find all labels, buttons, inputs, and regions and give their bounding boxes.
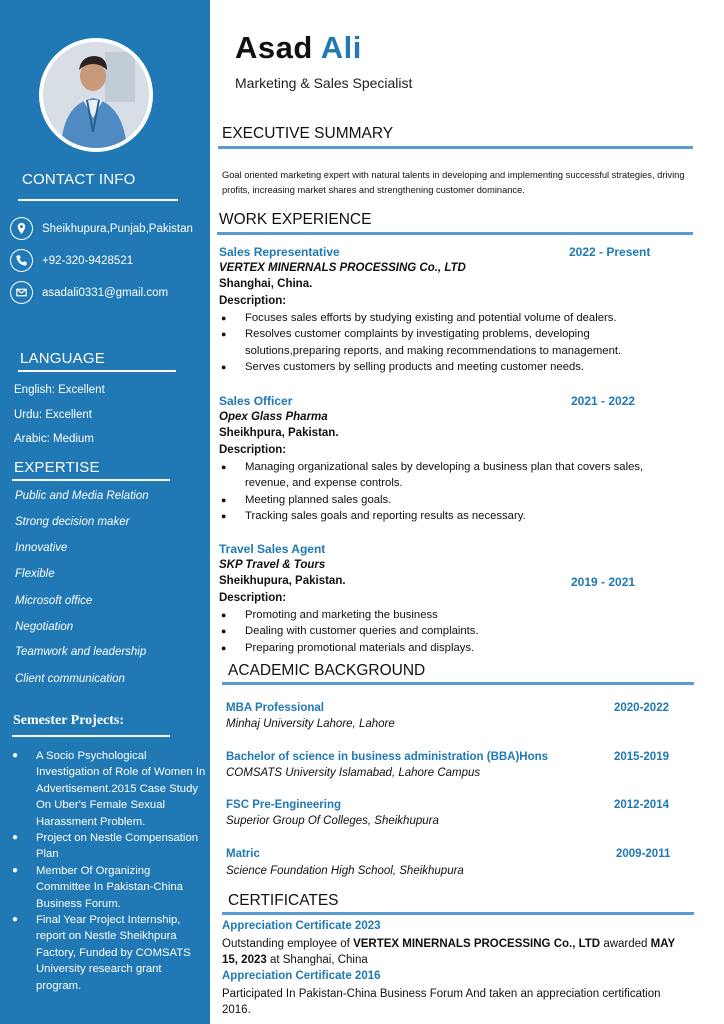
language-item: English: Excellent (14, 384, 105, 396)
experience-divider (217, 232, 693, 235)
project-item: ● A Socio Psychological Investigation of Role of Women In Advertisement.2015 Case Study On Uber's Female Sexual Harassment Problem. (10, 748, 206, 830)
bullet-icon: ● (221, 329, 227, 340)
job-location: Sheikhupura, Pakistan. (219, 575, 346, 587)
location-pin-icon (10, 217, 33, 240)
job-bullets (219, 607, 679, 656)
expertise-divider (12, 479, 170, 481)
contact-location-text: Sheikhupura,Punjab,Pakistan (42, 222, 193, 235)
bullet-icon: ● (221, 642, 227, 653)
first-name: Asad (235, 30, 313, 65)
projects-divider (12, 735, 170, 737)
profile-photo (43, 42, 149, 148)
education-degree: FSC Pre-Engineering (226, 799, 342, 811)
bullet-icon: ● (221, 610, 227, 620)
education-school: Minhaj University Lahore, Lahore (226, 718, 395, 730)
bullet-icon: ● (12, 914, 19, 926)
list-item: ● Dealing with customer queries and complaints. (219, 623, 679, 639)
job-company: Opex Glass Pharma (219, 411, 328, 423)
job-company: VERTEX MINERNALS PROCESSING Co., LTD (219, 262, 466, 274)
bullet-icon: ● (12, 750, 19, 761)
job-location: Shanghai, China. (219, 278, 313, 290)
phone-icon (10, 249, 33, 272)
education-heading: ACADEMIC BACKGROUND (228, 662, 426, 679)
certificate-title: Appreciation Certificate 2016 (222, 970, 381, 982)
bullet-icon: ● (221, 511, 227, 522)
contact-divider (18, 199, 178, 201)
list-item: ● Preparing promotional materials and displays. (219, 640, 679, 656)
expertise-item: Microsoft office (15, 595, 93, 607)
job-title: Sales Representative (219, 245, 340, 259)
job-title: Sales Officer (219, 394, 293, 408)
expertise-item: Strong decision maker (15, 516, 130, 528)
education-school: COMSATS University Islamabad, Lahore Campus (226, 767, 481, 779)
education-years: 2020-2022 (614, 702, 669, 714)
expertise-heading: EXPERTISE (14, 459, 100, 476)
job-company: SKP Travel & Tours (219, 559, 326, 571)
bullet-icon: ● (221, 626, 227, 637)
summary-divider (218, 146, 693, 149)
job-dates: 2021 - 2022 (571, 394, 636, 408)
education-school: Superior Group Of Colleges, Sheikhupura (226, 815, 439, 827)
list-item: ● Serves customers by selling products and meeting customer needs. (219, 359, 679, 375)
experience-heading: WORK EXPERIENCE (219, 211, 372, 228)
job-description-label: Description: (219, 592, 287, 604)
job-headline: Marketing & Sales Specialist (235, 75, 413, 91)
contact-heading: CONTACT INFO (22, 171, 136, 188)
contact-phone-text: +92-320-9428521 (42, 254, 134, 267)
job-bullets (219, 310, 679, 376)
contact-email (10, 281, 168, 304)
last-name: Ali (320, 30, 362, 65)
contact-phone (10, 249, 133, 272)
education-degree: MBA Professional (226, 702, 324, 714)
job-dates: 2022 - Present (569, 245, 651, 259)
email-icon (10, 281, 33, 304)
summary-heading: EXECUTIVE SUMMARY (222, 125, 394, 142)
projects-list (10, 748, 206, 994)
job-bullets (219, 459, 679, 525)
education-degree: Bachelor of science in business administration (BBA)Hons (226, 751, 549, 763)
project-item: ● Final Year Project Internship, report on Nestle Sheikhpura Factory, Funded by COMSATS University research grant program. (10, 912, 206, 994)
certificate-description: Participated In Pakistan-China Business Forum And taken an appreciation certification 2016. (222, 988, 661, 1017)
education-years: 2012-2014 (614, 799, 669, 811)
language-item: Urdu: Excellent (14, 409, 92, 421)
expertise-item: Teamwork and leadership (15, 646, 147, 658)
contact-email-text: asadali0331@gmail.com (42, 286, 169, 299)
bullet-icon: ● (221, 313, 227, 323)
person-name (235, 30, 362, 66)
job-dates: 2019 - 2021 (571, 575, 636, 589)
expertise-item: Innovative (15, 542, 68, 554)
certificates-divider (222, 912, 694, 915)
job-description-label: Description: (219, 444, 287, 456)
person-portrait-icon (43, 42, 149, 148)
language-item: Arabic: Medium (14, 433, 94, 445)
list-item: ● Meeting planned sales goals. (219, 492, 679, 508)
project-item: ● Project on Nestle Compensation Plan (10, 830, 206, 863)
education-years: 2015-2019 (614, 751, 669, 763)
education-school: Science Foundation High School, Sheikhupura (226, 865, 464, 877)
language-heading: LANGUAGE (20, 350, 105, 367)
education-divider (222, 682, 694, 685)
list-item: ● Focuses sales efforts by studying existing and potential volume of dealers. (219, 310, 679, 326)
job-description-label: Description: (219, 295, 287, 307)
bullet-icon: ● (12, 864, 19, 876)
education-years: 2009-2011 (616, 848, 671, 860)
expertise-item: Client communication (15, 673, 125, 685)
list-item: ● Resolves customer complaints by investigating problems, developing solutions,preparing reports, and making recommendations to management. (219, 326, 679, 359)
list-item: ● Tracking sales goals and reporting results as necessary. (219, 508, 679, 524)
contact-location (10, 217, 193, 240)
language-divider (18, 370, 176, 372)
certificates-heading: CERTIFICATES (228, 892, 339, 909)
avatar (39, 38, 153, 152)
job-location: Sheikhpura, Pakistan. (219, 427, 339, 439)
certificate-title: Appreciation Certificate 2023 (222, 920, 381, 932)
expertise-item: Negotiation (15, 621, 74, 633)
bullet-icon: ● (221, 494, 227, 505)
projects-heading: Semester Projects: (13, 713, 125, 728)
summary-text: Goal oriented marketing expert with natural talents in developing and implementing successful strategies, driving profits, increasing market shares and strengthening customer dominance. (222, 170, 685, 195)
bullet-icon: ● (221, 362, 227, 373)
education-degree: Matric (226, 848, 260, 860)
expertise-item: Flexible (15, 568, 55, 580)
job-title: Travel Sales Agent (219, 542, 326, 556)
sidebar (0, 0, 210, 1024)
list-item: ● Promoting and marketing the business (219, 607, 679, 623)
bullet-icon: ● (221, 462, 227, 472)
list-item: ● Managing organizational sales by developing a business plan that covers sales, revenue, and expense controls. (219, 459, 679, 492)
project-item: ● Member Of Organizing Committee In Pakistan-China Business Forum. (10, 863, 206, 912)
expertise-item: Public and Media Relation (15, 490, 149, 502)
certificate-description: Outstanding employee of VERTEX MINERNALS PROCESSING Co., LTD awarded MAY 15, 2023 at Shanghai, China (222, 938, 675, 967)
bullet-icon: ● (12, 832, 19, 844)
